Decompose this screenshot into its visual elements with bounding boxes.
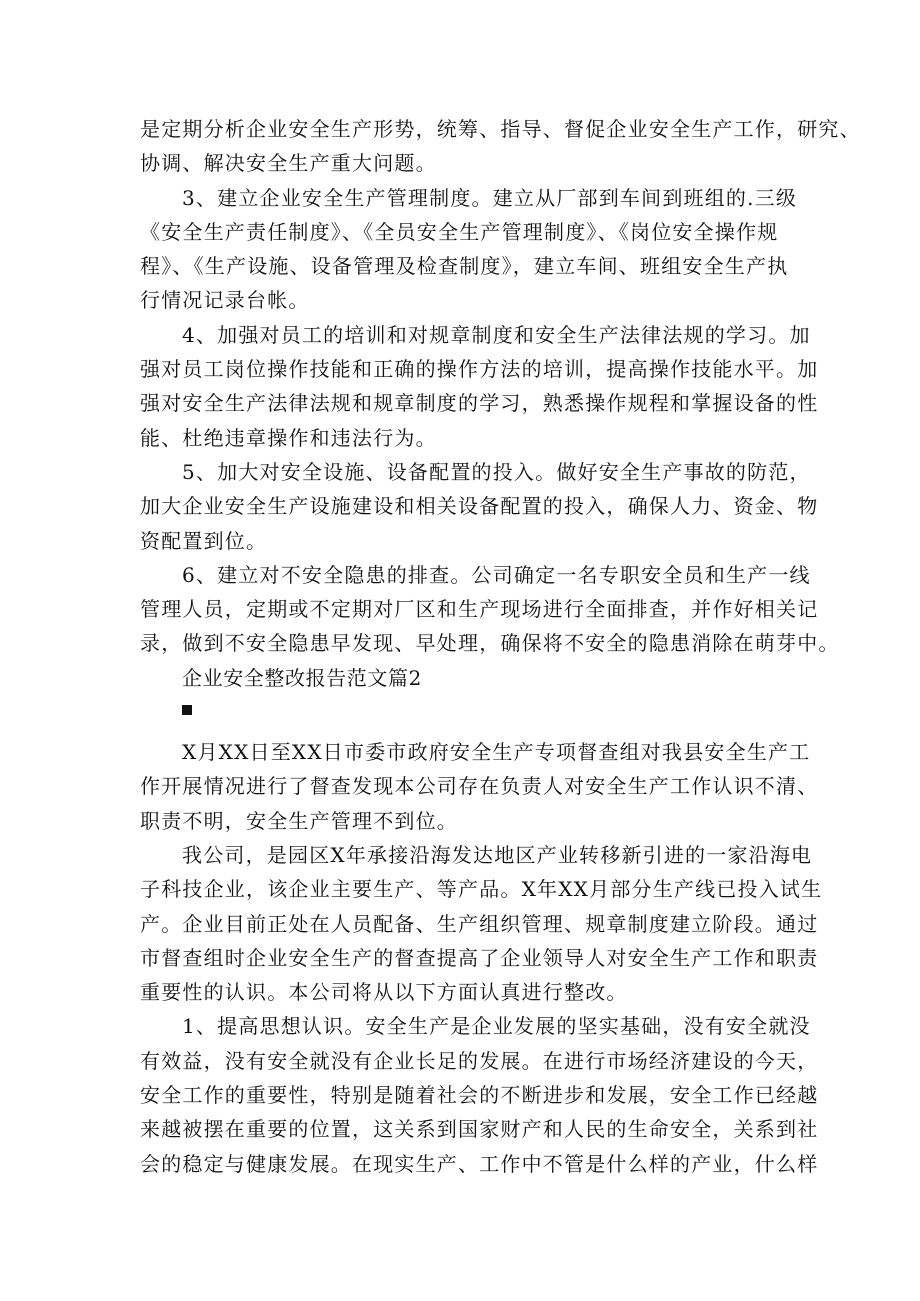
paragraph-line: 强对安全生产法律法规和规章制度的学习，熟悉操作规程和掌握设备的性 (140, 391, 819, 416)
paragraph-line: 3、建立企业安全生产管理制度。建立从厂部到车间到班组的.三级 (182, 185, 798, 210)
document-page (140, 112, 861, 1181)
section-heading: 企业安全整改报告范文篇2 (182, 665, 422, 690)
paragraph-line: 管理人员，定期或不定期对厂区和生产现场进行全面排查，并作好相关记 (140, 597, 819, 622)
paragraph-line: 1、提高思想认识。安全生产是企业发展的坚实基础，没有安全就没 (182, 1014, 811, 1039)
paragraph-line: 是定期分析企业安全生产形势，统筹、指导、督促企业安全生产工作，研究、 (140, 117, 861, 141)
paragraph-line: 4、加强对员工的培训和对规章制度和安全生产法律法规的学习。加 (182, 322, 811, 347)
paragraph-line: 子科技企业，该企业主要生产、等产品。X年XX月部分生产线已投入试生 (140, 877, 823, 902)
paragraph-line: 加大企业安全生产设施建设和相关设备配置的投入，确保人力、资金、物 (140, 494, 819, 519)
paragraph-line: 协调、解决安全生产重大问题。 (140, 151, 437, 176)
bullet-row (140, 695, 790, 735)
paragraph-line: 行情况记录台帐。 (140, 288, 310, 313)
paragraph-line: 我公司，是园区X年承接沿海发达地区产业转移新引进的一家沿海电 (182, 842, 813, 867)
paragraph-line: 6、建立对不安全隐患的排查。公司确定一名专职安全员和生产一线 (182, 562, 811, 587)
paragraph-line: 能、杜绝违章操作和违法行为。 (140, 425, 437, 450)
paragraph-line: 强对员工岗位操作技能和正确的操作方法的培训，提高操作技能水平。加 (140, 357, 819, 382)
paragraph-line: 产。企业目前正处在人员配备、生产组织管理、规章制度建立阶段。通过 (140, 911, 819, 936)
paragraph-line: 会的稳定与健康发展。在现实生产、工作中不管是什么样的产业，什么样 (140, 1151, 819, 1176)
paragraph-line: 录，做到不安全隐患早发现、早处理，确保将不安全的隐患消除在萌芽中。 (140, 631, 840, 656)
paragraph-line: 程》、《生产设施、设备管理及检查制度》，建立车间、班组安全生产执 (140, 254, 789, 279)
paragraph-line: 作开展情况进行了督查发现本公司存在负责人对安全生产工作认识不清、 (140, 774, 819, 799)
paragraph-line: 5、加大对安全设施、设备配置的投入。做好安全生产事故的防范， (182, 459, 811, 484)
paragraph-line: 资配置到位。 (140, 528, 268, 553)
paragraph-line: 职责不明，安全生产管理不到位。 (140, 808, 458, 833)
paragraph-line: X月XX日至XX日市委市政府安全生产专项督查组对我县安全生产工 (182, 740, 811, 765)
paragraph-line: 重要性的认识。本公司将从以下方面认真进行整改。 (140, 980, 628, 1005)
square-bullet-icon (182, 705, 192, 715)
paragraph-line: 有效益，没有安全就没有企业长足的发展。在进行市场经济建设的今天， (140, 1048, 819, 1073)
paragraph-line: 安全工作的重要性，特别是随着社会的不断进步和发展，安全工作已经越 (140, 1083, 819, 1108)
paragraph-line: 《安全生产责任制度》、《全员安全生产管理制度》、《岗位安全操作规 (140, 219, 779, 244)
paragraph-line: 市督查组时企业安全生产的督查提高了企业领导人对安全生产工作和职责 (140, 945, 819, 970)
paragraph-line: 来越被摆在重要的位置，这关系到国家财产和人民的生命安全，关系到社 (140, 1117, 819, 1142)
